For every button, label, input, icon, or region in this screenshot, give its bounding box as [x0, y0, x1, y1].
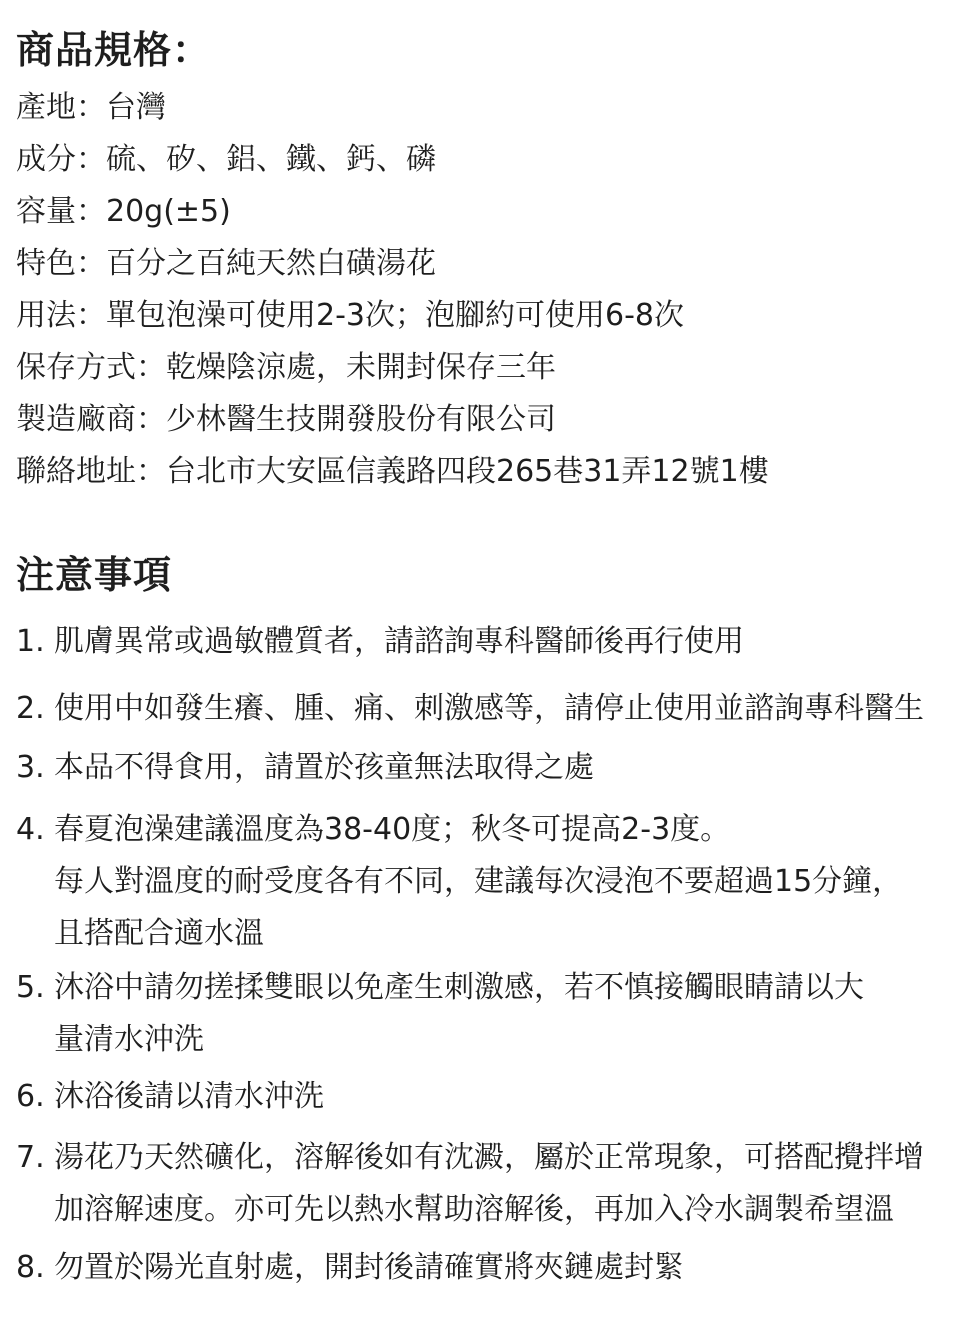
- specs-heading: 商品規格：: [16, 28, 212, 72]
- spec-manufacturer: 製造廠商：少林醫生技開發股份有限公司: [16, 402, 556, 437]
- note-text: 使用中如發生癢、腫、痛、刺激感等，請停止使用並諮詢專科醫生: [54, 691, 924, 726]
- note-text: 春夏泡澡建議溫度為38-40度；秋冬可提高2-3度。: [54, 812, 731, 847]
- note-text: 本品不得食用，請置於孩童無法取得之處: [54, 750, 594, 785]
- spec-usage: 用法：單包泡澡可使用2-3次；泡腳約可使用6-8次: [16, 298, 684, 333]
- note-number: 7.: [16, 1140, 45, 1175]
- notes-heading: 注意事項: [16, 553, 173, 597]
- note-text: 沐浴中請勿搓揉雙眼以免產生刺激感，若不慎接觸眼睛請以大: [54, 970, 864, 1005]
- note-number: 8.: [16, 1250, 45, 1285]
- note-number: 5.: [16, 970, 45, 1005]
- note-number: 3.: [16, 750, 45, 785]
- spec-address: 聯絡地址：台北市大安區信義路四段265巷31弄12號1樓: [16, 454, 769, 489]
- spec-storage: 保存方式：乾燥陰涼處，未開封保存三年: [16, 350, 556, 385]
- note-text: 且搭配合適水溫: [54, 916, 264, 951]
- note-text: 沐浴後請以清水沖洗: [54, 1079, 324, 1114]
- note-text: 肌膚異常或過敏體質者，請諮詢專科醫師後再行使用: [54, 624, 744, 659]
- note-text: 加溶解速度。亦可先以熱水幫助溶解後，再加入冷水調製希望溫: [54, 1192, 894, 1227]
- note-text: 每人對溫度的耐受度各有不同，建議每次浸泡不要超過15分鐘，: [54, 864, 903, 899]
- spec-capacity: 容量：20g(±5): [16, 194, 231, 229]
- note-number: 1.: [16, 624, 45, 659]
- spec-origin: 產地：台灣: [16, 90, 166, 125]
- note-text: 量清水沖洗: [54, 1022, 204, 1057]
- note-text: 湯花乃天然礦化，溶解後如有沈澱，屬於正常現象，可搭配攪拌增: [54, 1140, 924, 1175]
- note-number: 6.: [16, 1079, 45, 1114]
- spec-feature: 特色：百分之百純天然白磺湯花: [16, 246, 436, 281]
- note-number: 2.: [16, 691, 45, 726]
- spec-ingredients: 成分：硫、矽、鋁、鐵、鈣、磷: [16, 142, 436, 177]
- note-number: 4.: [16, 812, 45, 847]
- note-text: 勿置於陽光直射處，開封後請確實將夾鏈處封緊: [54, 1250, 684, 1285]
